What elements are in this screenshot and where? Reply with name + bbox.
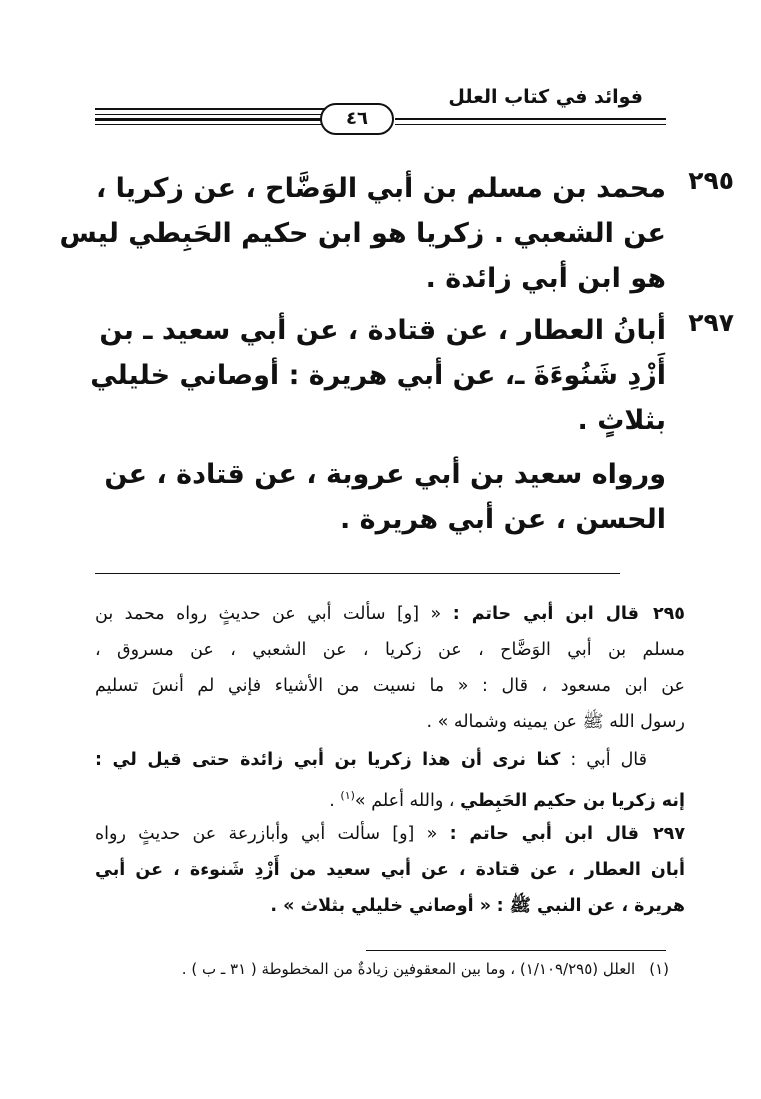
entry-line: ورواه سعيد بن أبي عروبة ، عن قتادة ، عن [104, 459, 666, 490]
note-text: . [329, 790, 335, 811]
footnote [79, 958, 669, 980]
entry-line: عن الشعبي . زكريا هو ابن حكيم الحَبِطي ليس [59, 218, 666, 249]
note-text: إنه زكريا بن حكيم الحَبِطي [460, 790, 685, 811]
entry-line: محمد بن مسلم بن أبي الوَضَّاح ، عن زكريا ، [95, 173, 666, 204]
note-text: « [و] سألت أبي وأبازرعة عن حديثٍ رواه [95, 824, 438, 844]
entry-line: أَزْدِ شَنُوءَةَ ـ، عن أبي هريرة : أوصاني خليلي [90, 360, 666, 391]
note-text: هريرة ، عن النبي ﷺ : [496, 896, 685, 916]
running-title: فوائد في كتاب العلل [448, 86, 643, 108]
entry-295 [59, 166, 734, 301]
note-line: مسلم بن أبي الوَضَّاح ، عن زكريا ، عن الشعبي ، عن مسروق ، [95, 640, 685, 660]
note-line [95, 742, 685, 778]
entry-297-continuation [104, 452, 666, 542]
footnote-text: العلل (١/١٠٩/٢٩٥) ، وما بين المعقوفين زيادةٌ من المخطوطة ( ٣١ ـ ب ) . [181, 960, 636, 978]
entry-number: ٢٩٥ [688, 166, 734, 195]
header-rule-left [395, 118, 666, 120]
note-text: كنا نرى أن هذا زكريا بن أبي زائدة حتى قيل لي : [95, 750, 561, 770]
note-number: ٢٩٥ [652, 604, 685, 624]
notes-separator [95, 573, 620, 574]
note-line [95, 596, 685, 632]
note-speaker: قال ابن أبي حاتم : [449, 824, 639, 844]
note-line [95, 816, 685, 852]
entry-line: بثلاثٍ . [577, 405, 666, 436]
entry-line: الحسن ، عن أبي هريرة . [340, 504, 666, 535]
footnote-ref[interactable]: (١) [340, 789, 355, 802]
note-line: أبان العطار ، عن قتادة ، عن أبي سعيد من أَزْدِ شَنوءة ، عن أبي [95, 860, 685, 880]
note-text: « [و] سألت أبي عن حديثٍ رواه محمد بن [95, 604, 442, 624]
note-line [95, 888, 685, 924]
note-speaker: قال ابن أبي حاتم : [452, 604, 639, 624]
entry-number: ٢٩٧ [688, 308, 734, 337]
footnote-marker: (١) [649, 960, 669, 978]
footnote-separator [366, 950, 666, 951]
note-speaker: قال أبي : [570, 750, 647, 770]
note-line [95, 778, 685, 814]
note-text: « أوصاني خليلي بثلاث » . [270, 896, 492, 916]
note-text: ، والله أعلم » [354, 790, 455, 811]
entry-297 [90, 308, 734, 443]
page-number: ٤٦ [320, 103, 394, 135]
entry-line: أبانُ العطار ، عن قتادة ، عن أبي سعيد ـ بن [99, 315, 666, 346]
note-abi-statement [95, 742, 685, 814]
header-rule-left-2 [395, 124, 666, 125]
note-295 [95, 596, 685, 740]
note-297 [95, 816, 685, 924]
note-line: رسول الله ﷺ عن يمينه وشماله » . [426, 712, 685, 732]
entry-line: هو ابن أبي زائدة . [425, 263, 666, 294]
note-number: ٢٩٧ [652, 824, 685, 844]
note-line: عن ابن مسعود ، قال : « ما نسيت من الأشياء فإني لم أنسَ تسليم [95, 676, 685, 696]
